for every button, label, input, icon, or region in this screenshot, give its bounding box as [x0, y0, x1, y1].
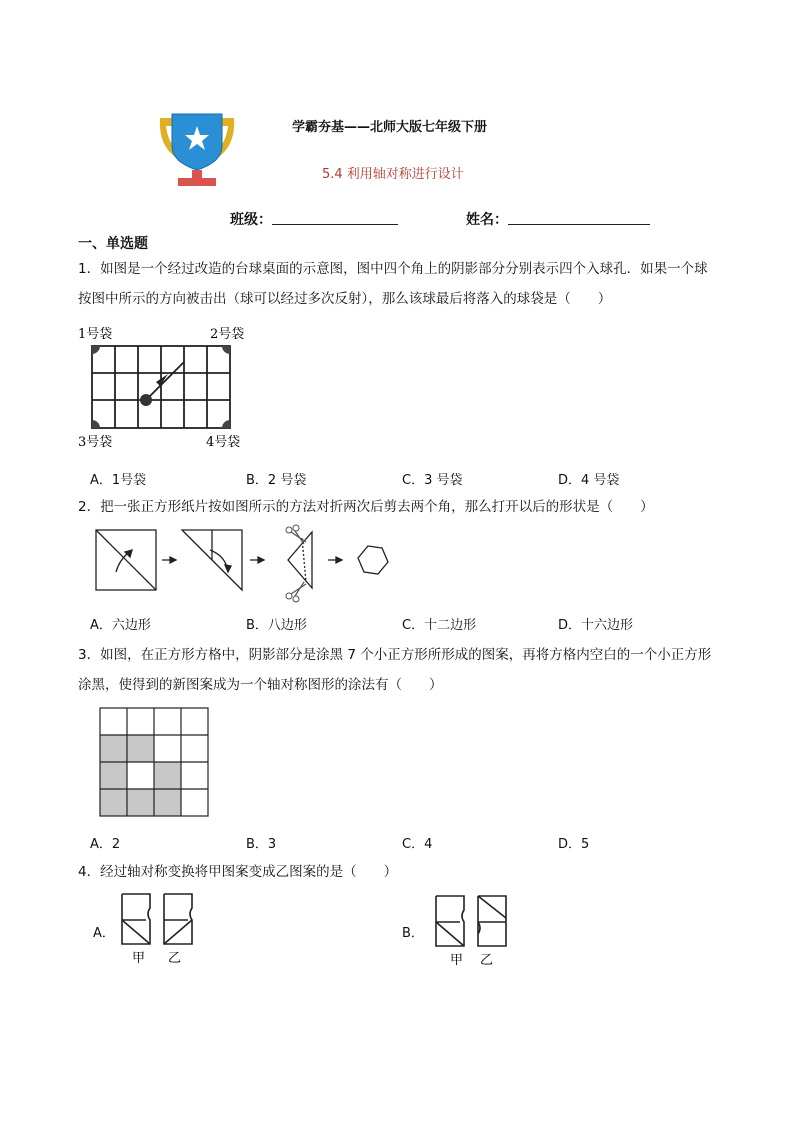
- q2-option-d[interactable]: D．十六边形: [558, 618, 634, 633]
- pocket-3-label: 3号袋: [78, 435, 113, 450]
- paper-folding-figure: [92, 524, 402, 606]
- cut-line: [302, 538, 306, 582]
- label-yi: 乙: [480, 953, 494, 968]
- pocket-3-hole: [92, 420, 100, 428]
- q4-option-b-figure: [432, 892, 512, 970]
- label-jia: 甲: [450, 953, 464, 968]
- jia-pattern: [436, 896, 464, 946]
- q1-option-a[interactable]: A．1号袋: [90, 473, 147, 488]
- q1-option-b[interactable]: B．2 号袋: [246, 473, 307, 488]
- q1-option-c[interactable]: C．3 号袋: [402, 473, 463, 488]
- q3-option-a[interactable]: A．2: [90, 837, 121, 852]
- section-heading: 一、单选题: [78, 236, 148, 252]
- pocket-1-label: 1号袋: [78, 327, 113, 342]
- question-4-text: 4．经过轴对称变换将甲图案变成乙图案的是（ ）: [78, 864, 398, 880]
- result-hexagon: [358, 546, 388, 574]
- q3-option-b[interactable]: B．3: [246, 837, 277, 852]
- q4-option-a-figure: [118, 890, 198, 968]
- q2-option-a[interactable]: A．六边形: [90, 618, 151, 633]
- question-2-text: 2．把一张正方形纸片按如图所示的方法对折两次后剪去两个角，那么打开以后的形状是（ ）: [78, 499, 654, 515]
- jia-pattern: [122, 894, 150, 944]
- ball: [140, 394, 152, 406]
- shaded-grid-figure: [96, 704, 220, 820]
- pocket-2-label: 2号袋: [210, 327, 245, 342]
- question-1-text: 1．如图是一个经过改造的台球桌面的示意图，图中四个角上的阴影部分分别表示四个入球孔．如果一个球按图中所示的方向被击出（球可以经过多次反射），那么该球最后将落入的球袋是（ ）: [78, 261, 708, 307]
- label-jia: 甲: [132, 951, 146, 966]
- scissors-icon: [286, 582, 306, 602]
- page-title: 学霸夯基——北师大版七年级下册: [292, 120, 488, 135]
- pocket-4-hole: [222, 420, 230, 428]
- pocket-1-hole: [92, 346, 100, 354]
- class-label: 班级：: [230, 212, 272, 228]
- lesson-subtitle: 5.4 利用轴对称进行设计: [322, 167, 464, 182]
- yi-pattern: [164, 894, 192, 944]
- q4-option-a[interactable]: A．: [93, 926, 115, 941]
- class-field[interactable]: [272, 206, 398, 225]
- trophy-logo: [154, 112, 240, 188]
- q2-option-b[interactable]: B．八边形: [246, 618, 307, 633]
- table-grid: [92, 346, 230, 428]
- q4-option-b[interactable]: B．: [402, 926, 424, 941]
- scissors-icon: [286, 525, 306, 544]
- small-triangle: [288, 532, 312, 588]
- name-field[interactable]: [508, 206, 650, 225]
- q3-option-c[interactable]: C．4: [402, 837, 433, 852]
- q2-option-c[interactable]: C．十二边形: [402, 618, 477, 633]
- yi-pattern: [478, 896, 506, 946]
- q3-option-d[interactable]: D．5: [558, 837, 590, 852]
- question-3-text: 3．如图，在正方形方格中，阴影部分是涂黑 7 个小正方形所形成的图案，再将方格内空白的一个小正方形涂黑，使得到的新图案成为一个轴对称图形的涂法有（ ）: [78, 647, 712, 693]
- billiard-table-figure: [76, 322, 256, 452]
- q1-option-d[interactable]: D．4 号袋: [558, 473, 620, 488]
- ball-path: [146, 362, 184, 400]
- label-yi: 乙: [168, 951, 182, 966]
- pocket-4-label: 4号袋: [206, 435, 241, 450]
- pocket-2-hole: [222, 346, 230, 354]
- name-label: 姓名：: [466, 212, 508, 228]
